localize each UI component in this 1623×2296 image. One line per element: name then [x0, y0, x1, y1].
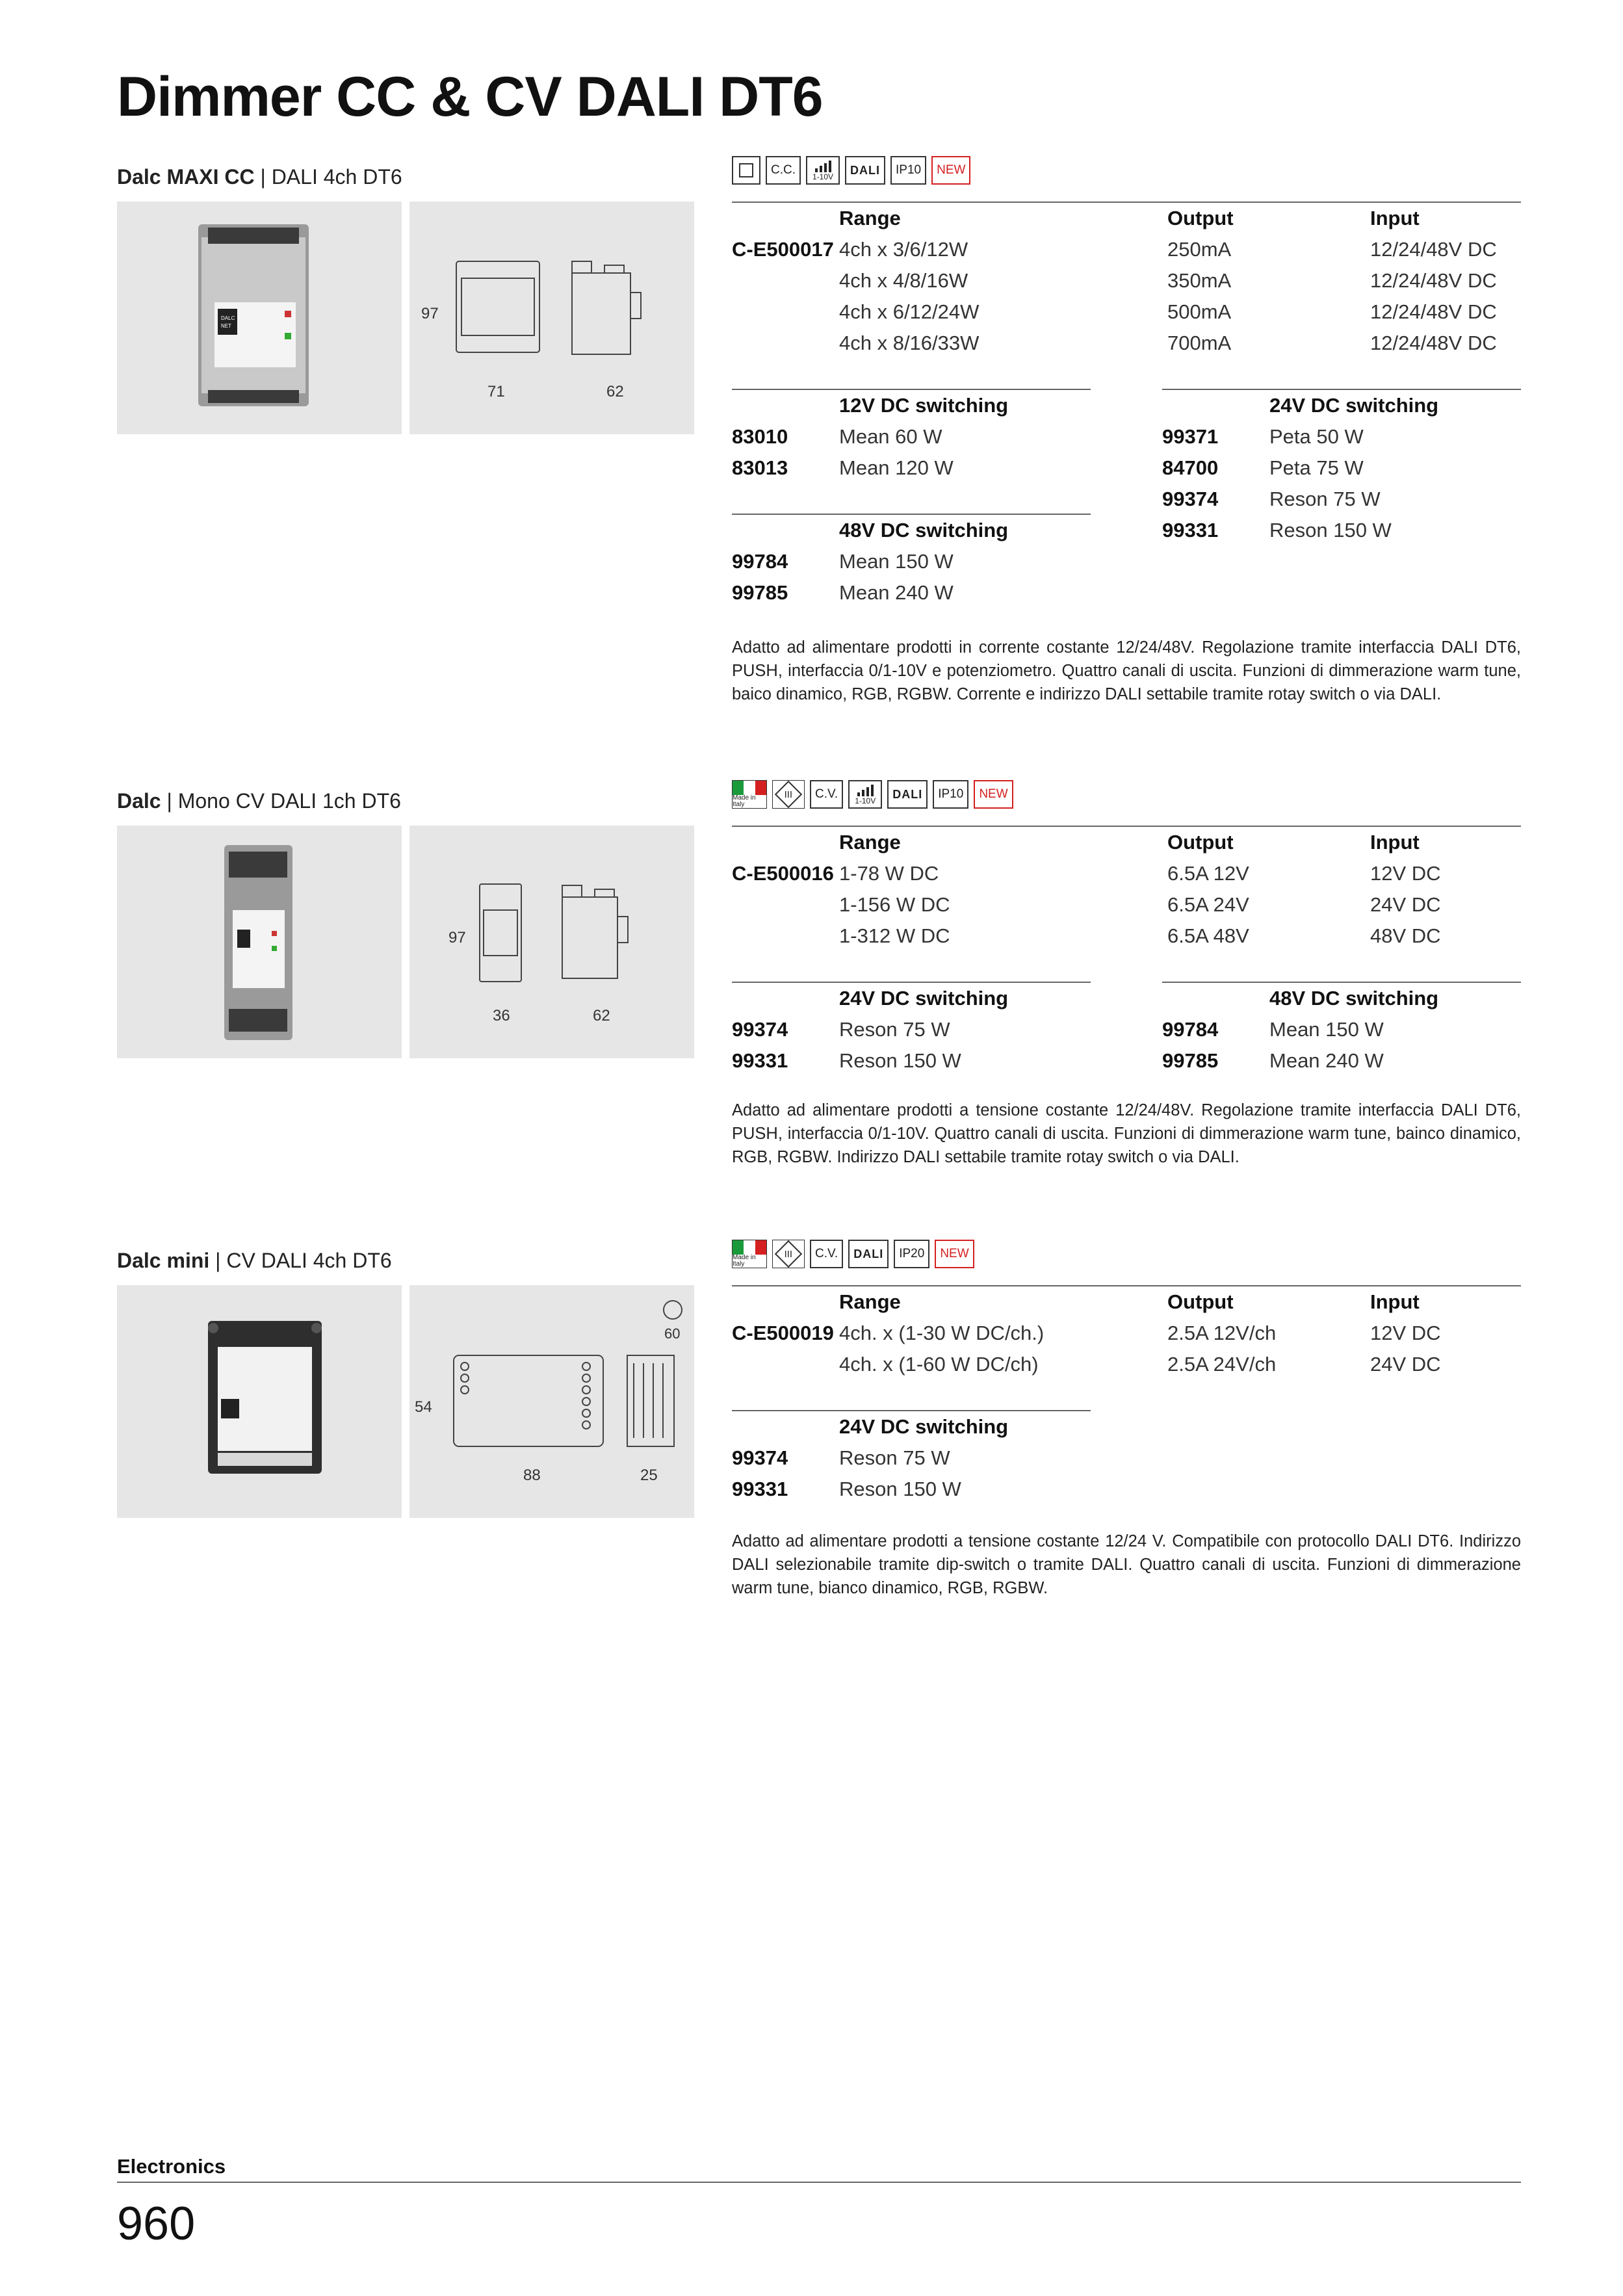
made-in-italy-icon: [732, 1240, 767, 1268]
switching-title: 24V DC switching: [839, 1415, 1009, 1438]
footer-divider: [117, 2182, 1521, 2183]
svg-text:NET: NET: [221, 323, 231, 329]
accessory-label: Mean 240 W: [839, 581, 954, 604]
product-name-bold: Dalc mini: [117, 1249, 210, 1272]
accessory-code: 99785: [1162, 1049, 1219, 1072]
made-in-italy-icon: [732, 780, 767, 809]
product-name: [117, 789, 401, 813]
accessory-label: Reson 75 W: [1269, 488, 1381, 510]
dim-depth: 25: [640, 1467, 658, 1484]
product-code: C-E500016: [732, 862, 834, 885]
accessory-code: 83013: [732, 456, 788, 479]
new-badge: NEW: [974, 780, 1013, 809]
page-number: 960: [117, 2198, 196, 2250]
accessory-code: 99331: [732, 1478, 788, 1500]
product-name-bold: Dalc: [117, 789, 161, 813]
dimmable-1-10v-icon: [848, 780, 882, 809]
header-range: Range: [839, 831, 901, 854]
class-iii-label: III: [784, 789, 793, 800]
class-ii-icon: [732, 156, 760, 185]
input-value: 12V DC: [1370, 1322, 1441, 1344]
header-range: Range: [839, 1290, 901, 1313]
svg-text:DALC: DALC: [221, 315, 235, 321]
dim-depth: 62: [593, 1007, 610, 1024]
icon-label-1-10v: 1-10V: [812, 172, 834, 181]
accessory-label: Mean 60 W: [839, 425, 942, 448]
made-in-italy-label: Made in Italy: [733, 1254, 756, 1268]
product-section-mono-cv: [117, 774, 1521, 1190]
accessory-label: Reson 75 W: [839, 1446, 950, 1469]
cv-icon: C.V.: [810, 1240, 843, 1268]
output-value: 500mA: [1167, 300, 1232, 323]
output-value: 2.5A 24V/ch: [1167, 1353, 1277, 1376]
product-code: C-E500019: [732, 1322, 834, 1344]
header-input: Input: [1370, 207, 1420, 229]
product-section-maxi-cc: [117, 150, 1521, 722]
input-value: 12/24/48V DC: [1370, 238, 1497, 261]
product-name-bold: Dalc MAXI CC: [117, 165, 255, 189]
range-value: 1-312 W DC: [839, 924, 950, 947]
product-photo: [117, 1285, 402, 1518]
accessory-label: Mean 150 W: [1269, 1018, 1384, 1041]
switching-title: 24V DC switching: [1269, 394, 1439, 417]
accessory-code: 83010: [732, 425, 788, 448]
accessory-code: 99374: [732, 1446, 788, 1469]
header-output: Output: [1167, 1290, 1234, 1313]
technical-drawing: [409, 1285, 694, 1518]
dim-width: 36: [493, 1007, 510, 1024]
dali-icon: DALI: [848, 1240, 889, 1268]
product-name: [117, 165, 402, 189]
ip-rating-icon: IP10: [933, 780, 968, 809]
input-value: 24V DC: [1370, 893, 1441, 916]
switching-title: 12V DC switching: [839, 394, 1009, 417]
range-value: 4ch x 3/6/12W: [839, 238, 968, 261]
product-description: Adatto ad alimentare prodotti a tensione costante 12/24/48V. Regolazione tramite interfaccia DALI DT6, PUSH, interfaccia 0/1-10V. Quattro canali di uscita. Funzioni di dimmerazione warm tune, bainco dinamico, RGB, RGBW. Indirizzo DALI settabile tramite rotay switch o via DALI.: [732, 1101, 1521, 1166]
product-name: [117, 1249, 392, 1273]
output-value: 2.5A 12V/ch: [1167, 1322, 1277, 1344]
accessory-code: 99784: [732, 550, 788, 573]
input-value: 48V DC: [1370, 924, 1441, 947]
range-value: 1-78 W DC: [839, 862, 939, 885]
class-iii-icon: [772, 1240, 805, 1268]
product-description: Adatto ad alimentare prodotti a tensione costante 12/24 V. Compatibile con protocollo DALI DT6. Indirizzo DALI selezionabile tramite dip-switch o tramite DALI. Quattro canali di uscita. Funzioni di dimmerazione warm tune, bianco dinamico, RGB, RGBW.: [732, 1532, 1521, 1597]
output-value: 350mA: [1167, 269, 1232, 292]
output-value: 6.5A 48V: [1167, 924, 1249, 947]
product-name-rest: | DALI 4ch DT6: [254, 165, 402, 189]
accessory-code: 99331: [1162, 519, 1219, 541]
certification-icons: [732, 780, 1013, 809]
class-iii-icon: [772, 780, 805, 809]
accessory-label: Reson 150 W: [839, 1049, 961, 1072]
cv-icon: C.V.: [810, 780, 843, 809]
header-input: Input: [1370, 1290, 1420, 1313]
dali-icon: DALI: [887, 780, 928, 809]
accessory-label: Peta 75 W: [1269, 456, 1364, 479]
input-value: 12/24/48V DC: [1370, 332, 1497, 354]
product-description: Adatto ad alimentare prodotti in corrente costante 12/24/48V. Regolazione tramite interfaccia DALI DT6, PUSH, interfaccia 0/1-10V e potenziometro. Quattro canali di uscita. Funzioni di dimmerazione warm tune, baico dinamico, RGB, RGBW. Corrente e indirizzo DALI settabile tramite rotay switch o via DALI.: [732, 638, 1521, 703]
header-input: Input: [1370, 831, 1420, 854]
technical-drawing: [409, 826, 694, 1058]
output-value: 6.5A 24V: [1167, 893, 1249, 916]
input-value: 12V DC: [1370, 862, 1441, 885]
made-in-italy-label: Made in Italy: [733, 794, 756, 808]
accessory-label: Mean 120 W: [839, 456, 954, 479]
accessory-code: 99331: [732, 1049, 788, 1072]
accessory-code: 99785: [732, 581, 788, 604]
class-iii-label: III: [784, 1248, 793, 1260]
header-output: Output: [1167, 831, 1234, 854]
range-value: 4ch x 8/16/33W: [839, 332, 980, 354]
dim-height: 97: [448, 929, 466, 946]
accessory-code: 84700: [1162, 456, 1219, 479]
input-value: 12/24/48V DC: [1370, 300, 1497, 323]
dim-height: 97: [421, 305, 439, 322]
range-value: 1-156 W DC: [839, 893, 950, 916]
product-section-mini: [117, 1233, 1521, 1623]
temperature-rating: 60: [664, 1325, 681, 1342]
icon-label-1-10v: 1-10V: [855, 796, 876, 805]
cc-icon: C.C.: [766, 156, 801, 185]
range-value: 4ch. x (1-60 W DC/ch): [839, 1353, 1039, 1376]
product-name-rest: | Mono CV DALI 1ch DT6: [161, 789, 401, 813]
product-code: C-E500017: [732, 238, 834, 261]
header-range: Range: [839, 207, 901, 229]
dali-icon: DALI: [845, 156, 885, 185]
accessory-code: 99371: [1162, 425, 1219, 448]
accessory-code: 99374: [732, 1018, 788, 1041]
technical-drawing: [409, 202, 694, 434]
accessory-label: Peta 50 W: [1269, 425, 1364, 448]
accessory-label: Mean 240 W: [1269, 1049, 1384, 1072]
ip-rating-icon: IP20: [894, 1240, 929, 1268]
switching-title: 24V DC switching: [839, 987, 1009, 1010]
range-value: 4ch. x (1-30 W DC/ch.): [839, 1322, 1045, 1344]
accessory-label: Reson 150 W: [1269, 519, 1392, 541]
new-badge: NEW: [931, 156, 970, 185]
ip-rating-icon: IP10: [890, 156, 926, 185]
dim-height: 54: [415, 1398, 432, 1416]
switching-title: 48V DC switching: [1269, 987, 1439, 1010]
switching-title: 48V DC switching: [839, 519, 1009, 541]
new-badge: NEW: [935, 1240, 974, 1268]
dim-depth: 62: [606, 383, 624, 400]
certification-icons: [732, 156, 970, 185]
output-value: 700mA: [1167, 332, 1232, 354]
range-value: 4ch x 6/12/24W: [839, 300, 980, 323]
product-photo: [117, 202, 402, 434]
dim-width: 88: [523, 1467, 541, 1484]
input-value: 12/24/48V DC: [1370, 269, 1497, 292]
product-name-rest: | CV DALI 4ch DT6: [209, 1249, 392, 1272]
output-value: 250mA: [1167, 238, 1232, 261]
certification-icons: [732, 1240, 974, 1268]
accessory-code: 99784: [1162, 1018, 1219, 1041]
range-value: 4ch x 4/8/16W: [839, 269, 968, 292]
accessory-label: Mean 150 W: [839, 550, 954, 573]
accessory-label: Reson 150 W: [839, 1478, 961, 1500]
footer-category: Electronics: [117, 2155, 226, 2178]
dim-width: 71: [487, 383, 505, 400]
header-output: Output: [1167, 207, 1234, 229]
output-value: 6.5A 12V: [1167, 862, 1249, 885]
accessory-label: Reson 75 W: [839, 1018, 950, 1041]
product-photo: [117, 826, 402, 1058]
accessory-code: 99374: [1162, 488, 1219, 510]
dimmable-1-10v-icon: [806, 156, 840, 185]
page-title: Dimmer CC & CV DALI DT6: [117, 66, 823, 128]
input-value: 24V DC: [1370, 1353, 1441, 1376]
